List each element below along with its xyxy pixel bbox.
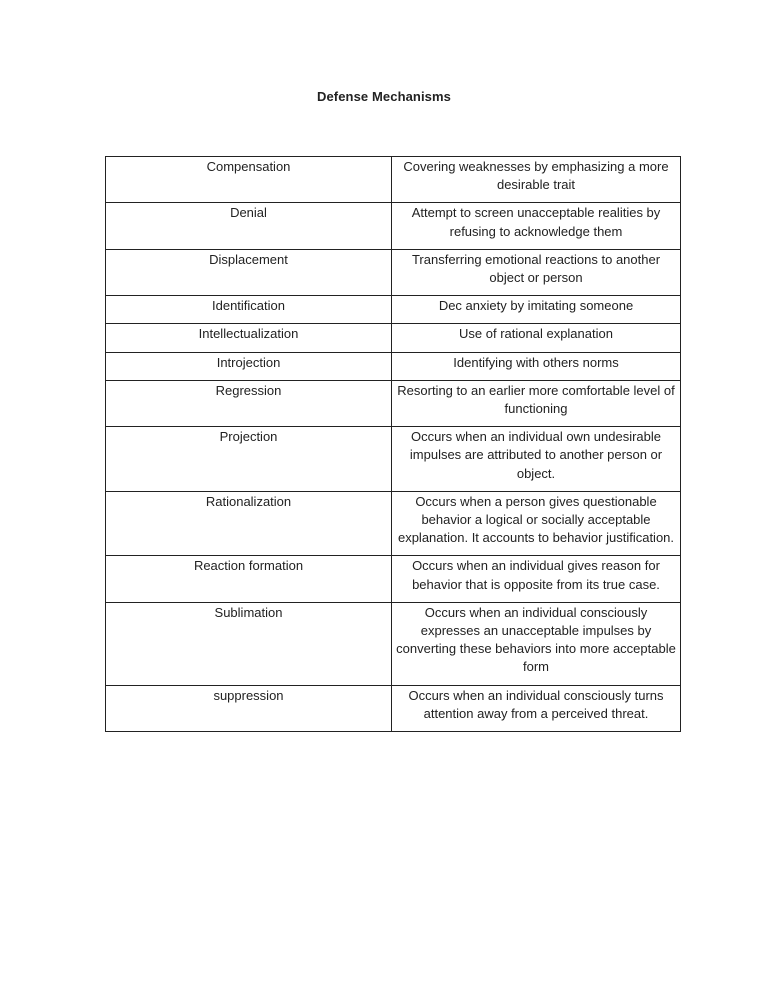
table-row (106, 249, 681, 295)
term-cell: Projection (106, 427, 392, 492)
definition-cell: Occurs when a person gives questionable behavior a logical or socially acceptable explanation. It accounts to behavior justification. (392, 491, 681, 556)
definition-cell: Attempt to screen unacceptable realities by refusing to acknowledge them (392, 203, 681, 249)
definition-cell: Occurs when an individual consciously turns attention away from a perceived threat. (392, 685, 681, 731)
term-cell: Displacement (106, 249, 392, 295)
definition-cell: Occurs when an individual own undesirable impulses are attributed to another person or object. (392, 427, 681, 492)
term-cell: Sublimation (106, 602, 392, 685)
term-cell: Compensation (106, 157, 392, 203)
table-row (106, 296, 681, 324)
definition-cell: Use of rational explanation (392, 324, 681, 352)
definition-cell: Covering weaknesses by emphasizing a more desirable trait (392, 157, 681, 203)
page-title: Defense Mechanisms (316, 89, 452, 104)
term-cell: Regression (106, 380, 392, 426)
table-row (106, 491, 681, 556)
table-row (106, 324, 681, 352)
definition-cell: Occurs when an individual consciously expresses an unacceptable impulses by converting these behaviors into more acceptable form (392, 602, 681, 685)
defense-mechanisms-table (105, 156, 681, 732)
term-cell: Identification (106, 296, 392, 324)
definition-cell: Transferring emotional reactions to another object or person (392, 249, 681, 295)
term-cell: Reaction formation (106, 556, 392, 602)
table-row (106, 157, 681, 203)
definition-cell: Dec anxiety by imitating someone (392, 296, 681, 324)
term-cell: suppression (106, 685, 392, 731)
table-row (106, 602, 681, 685)
definition-cell: Resorting to an earlier more comfortable level of functioning (392, 380, 681, 426)
table-row (106, 685, 681, 731)
table-row (106, 203, 681, 249)
table-row (106, 556, 681, 602)
table-row (106, 427, 681, 492)
term-cell: Rationalization (106, 491, 392, 556)
term-cell: Denial (106, 203, 392, 249)
table-row (106, 380, 681, 426)
table-row (106, 352, 681, 380)
definition-cell: Identifying with others norms (392, 352, 681, 380)
term-cell: Introjection (106, 352, 392, 380)
definition-cell: Occurs when an individual gives reason for behavior that is opposite from its true case. (392, 556, 681, 602)
term-cell: Intellectualization (106, 324, 392, 352)
